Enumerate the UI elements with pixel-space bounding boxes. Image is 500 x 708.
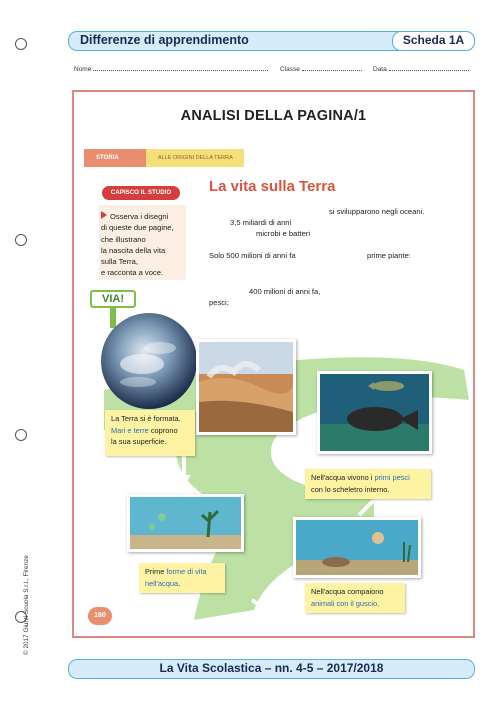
header-title: Differenze di apprendimento: [80, 33, 249, 47]
caption-early-life-line-2: [145, 578, 219, 590]
caption-fish-line-1: [311, 472, 425, 484]
caption-shelled-highlight: animali con il guscio: [311, 598, 378, 608]
caption-shelled: [305, 583, 405, 613]
text-fragment-1: si svilupparono negli oceani.: [329, 207, 425, 216]
text-fragment-6: 400 milioni di anni fa,: [249, 287, 321, 296]
capisco-line-1-text: Osserva i disegni: [110, 212, 169, 221]
capisco-line-2: di queste due pagine,: [101, 223, 174, 233]
section-tag: STORIA: [84, 149, 146, 167]
caption-earth-line-3: la sua superficie.: [111, 437, 167, 446]
caption-early-life-line-1-start: Prime: [145, 567, 167, 576]
section-subtitle: ALLE ORIGINI DELLA TERRA: [158, 155, 233, 161]
capisco-label: CAPISCO IL STUDIO: [102, 186, 180, 200]
earth-globe-image: [100, 312, 198, 410]
data-field: [373, 66, 469, 73]
footer-bar: La Vita Scolastica – nn. 4-5 – 2017/2018: [68, 659, 475, 679]
caption-fish-line-2: con lo scheletro interno.: [311, 484, 390, 494]
text-fragment-5: prime piante:: [367, 251, 411, 260]
page-heading: ANALISI DELLA PAGINA/1: [180, 108, 367, 124]
caption-shelled-line-1: Nell'acqua compaiono: [311, 587, 384, 596]
volcanic-landscape-image: [196, 339, 296, 435]
caption-earth-line-2-rest: coprono: [148, 425, 178, 435]
capisco-line-4: la nascita della vita: [101, 245, 166, 255]
caption-earth-highlight: Mari e terre: [111, 425, 149, 435]
text-fragment-3: microbi e batteri: [256, 229, 311, 238]
lesson-title: La vita sulla Terra: [209, 178, 336, 195]
binder-hole-3: [15, 429, 27, 441]
classe-field: [280, 66, 362, 73]
early-life-underwater-image: [127, 494, 244, 552]
binder-hole-1: [15, 38, 27, 50]
caption-earth-line-1: La Terra si è formata.: [111, 414, 181, 423]
scheda-badge: Scheda 1A: [392, 31, 475, 51]
shelled-animals-image: [293, 517, 421, 578]
caption-earth: [105, 410, 195, 456]
capisco-line-3: che illustrano: [101, 234, 146, 244]
data-label: Data: [373, 66, 387, 73]
caption-early-life-period: .: [178, 578, 181, 588]
caption-early-life-highlight-2: nell'acqua: [145, 578, 179, 588]
caption-fish: [305, 469, 431, 499]
capisco-text: [101, 211, 189, 279]
text-fragment-4: Solo 500 milioni di anni fa: [209, 251, 296, 260]
capisco-line-5: sulla Terra,: [101, 257, 139, 267]
caption-shelled-period: .: [377, 598, 380, 608]
copyright-text: © 2017 Giunti Scuola S.r.l., Firenze: [23, 555, 30, 655]
nome-label: Nome: [74, 66, 92, 73]
classe-label: Classe: [280, 66, 300, 73]
caption-fish-highlight: primi pesci: [374, 473, 410, 482]
via-sign: VIA!: [90, 290, 136, 308]
path-arrow-2: [252, 600, 274, 615]
capisco-line-6: e racconta a voce.: [101, 268, 164, 278]
primitive-fish-image: [317, 371, 432, 454]
caption-earth-line-2: [111, 425, 189, 437]
caption-shelled-line-2: [311, 598, 399, 610]
bullet-arrow-icon: [101, 211, 107, 219]
caption-early-life: [139, 563, 225, 593]
page-number: 180: [88, 607, 112, 625]
binder-hole-2: [15, 234, 27, 246]
text-fragment-2: 3,5 miliardi di anni: [230, 218, 292, 227]
nome-field: [74, 66, 268, 73]
caption-fish-line-1-start: Nell'acqua vivono i: [311, 473, 375, 482]
text-fragment-7: pesci;: [209, 298, 229, 307]
capisco-line-1: [101, 211, 189, 222]
caption-early-life-line-1: [145, 566, 219, 578]
caption-early-life-highlight-1: forme di vita: [166, 567, 207, 576]
